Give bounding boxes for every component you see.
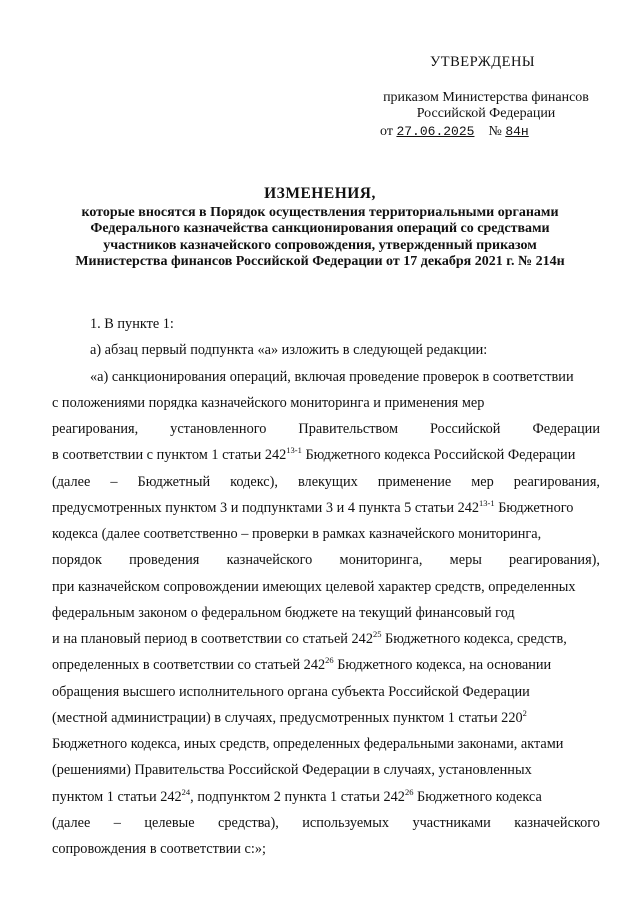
quote-line-13: обращения высшего исполнительного органа субъекта Российской Федерации	[52, 683, 530, 700]
quote-line-7: кодекса (далее соответственно – проверки в рамках казначейского мониторинга,	[52, 526, 542, 542]
date-prefix: от	[380, 124, 393, 139]
title-line-1: которые вносятся в Порядок осуществления территориальными органами	[81, 204, 559, 220]
document-body	[52, 311, 600, 862]
quote-line-5: (далее – Бюджетный кодекс), влекущих применение мер реагирования,	[52, 473, 600, 490]
quote-line-14: (местной администрации) в случаях, предусмотренных пунктом 1 статьи $220^2$	[52, 707, 527, 726]
quote-line-11: и на плановый период в соответствии со статьей $242^{25}$ Бюджетного кодекса, средств,	[52, 629, 567, 647]
document-title	[40, 186, 600, 271]
quote-line-12: определенных в соответствии со статьей $242^{26}$ Бюджетного кодекса, на основании	[52, 655, 552, 674]
quote-line-3: реагирования, установленного Правительством Российской Федерации	[52, 421, 600, 437]
quote-line-9: при казначейском сопровождении имеющих целевой характер средств, определенных	[52, 578, 576, 595]
quote-line-16: (решениями) Правительства Российской Федерации в случаях, установленных	[52, 762, 532, 779]
title-heading: ИЗМЕНЕНИЯ,	[264, 185, 376, 202]
number-prefix: №	[488, 124, 502, 139]
order-line-2: Российской Федерации	[416, 106, 556, 121]
quote-line-6: предусмотренных пунктом 3 и подпунктами 3 и 4 пункта 5 статьи 242$^{13-1}$ Бюджетного	[52, 497, 574, 516]
order-date-line	[360, 124, 612, 140]
quote-line-17: пунктом 1 статьи $242^{24}$, подпунктом 2 пункта 1 статьи $242^{26}$ Бюджетного кодекса	[52, 786, 542, 805]
approval-stamp-title: УТВЕРЖДЕНЫ	[430, 54, 536, 70]
order-line-1: приказом Министерства финансов	[383, 90, 589, 105]
title-line-2: Федерального казначейства санкционирования операций со средствами	[90, 221, 550, 237]
order-reference	[360, 90, 612, 140]
quote-line-15: Бюджетного кодекса, иных средств, определенных федеральными законами, актами	[52, 736, 564, 752]
item-a: а) абзац первый подпункта «а» изложить в следующей редакции:	[90, 342, 488, 359]
order-number: 84н	[505, 124, 529, 139]
quote-line-2: с положениями порядка казначейского мониторинга и применения мер	[52, 394, 485, 411]
quote-line-19: сопровождения в соответствии с:»;	[52, 841, 266, 857]
item-1: 1. В пункте 1:	[90, 316, 174, 332]
title-line-4: Министерства финансов Российской Федерации от 17 декабря 2021 г. № 214н	[75, 254, 565, 270]
order-date: 27.06.2025	[396, 124, 475, 139]
quote-line-8: порядок проведения казначейского мониторинга, меры реагирования),	[52, 552, 600, 569]
quote-line-18: (далее – целевые средства), используемых участниками казначейского	[52, 814, 600, 831]
quote-line-10: федеральным законом о федеральном бюджете на текущий финансовый год	[52, 604, 515, 621]
quote-line-4: в соответствии с пунктом 1 статьи 242$^{13-1}$ Бюджетного кодекса Российской Федерации	[52, 445, 576, 464]
title-line-3: участников казначейского сопровождения, утвержденный приказом	[103, 237, 537, 253]
quote-line-1: «а) санкционирования операций, включая проведение проверок в соответствии	[90, 368, 574, 385]
